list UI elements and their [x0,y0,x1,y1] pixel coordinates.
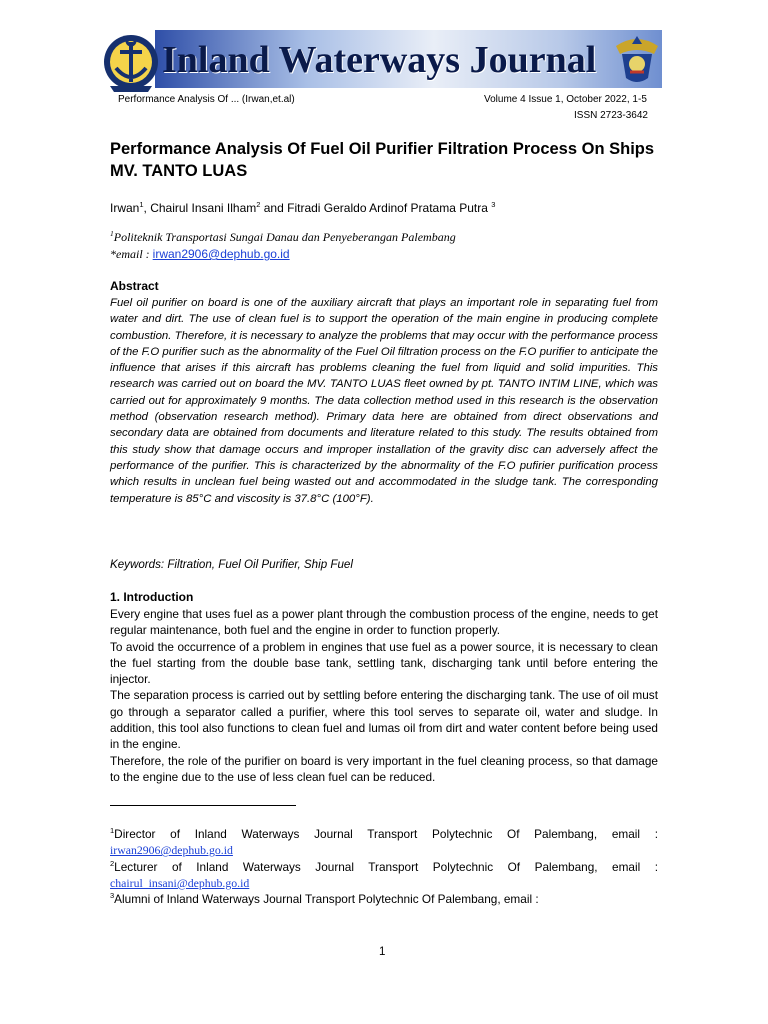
eagle-crest-icon [612,32,662,86]
footnote [110,859,658,892]
author-sup: 1 [139,200,144,209]
issn-value: 2723-3642 [600,110,648,121]
anchor-emblem-icon [100,28,162,94]
footnote-divider [110,805,296,806]
paper-title: Performance Analysis Of Fuel Oil Purifier Filtration Process On Ships MV. TANTO LUAS [110,140,655,180]
footnote-text: Alumni of Inland Waterways Journal Transport Polytechnic Of Palembang, email : [114,892,539,907]
issn [574,110,648,121]
paragraph: Therefore, the role of the purifier on board is very important in the fuel cleaning process, so that damage to the engine due to the use of less clean fuel can be reduced. [110,753,658,784]
affiliation-text: Politeknik Transportasi Sungai Danau dan Penyeberangan Palembang [113,230,456,244]
author-name: Irwan [110,201,140,215]
banner-title: Inland Waterways Journal [162,39,597,81]
footnote-email-link[interactable]: chairul_insani@dephub.go.id [110,875,250,890]
volume-info: Volume 4 Issue 1, October 2022, 1-5 [484,94,647,105]
affiliation-sup: 1 [110,229,114,238]
author-list [110,201,495,215]
paragraph: The separation process is carried out by settling before entering the discharging tank. The use of oil must go through a separator called a purifier, where this tool serves to separate oil, water and sludge. In addition, this tool also functions to clean fuel and lumas oil from dirt and water content before being used in the engine. [110,688,658,752]
abstract-body: Fuel oil purifier on board is one of the auxiliary aircraft that plays an important role in separating fuel from water and dirt. The use of clean fuel is to support the operation of the main engine in producing complete combustion. Therefore, it is necessary to analyze the problems that may occur with the performance process of the F.O purifier such as the abnormality of the Fuel Oil filtration process on the F.O purifier to anticipate the influence that arises if this aircraft has problems cleaning the fuel from liquid and solid impurities. This research was carried out on board the MV. TANTO LUAS fleet owned by pt. TANTO INTIM LINE, which was carried out for approximately 9 months. The data collection method used in this research is the observation method (observation research method). Primary data here are obtained from direct observations and secondary data are obtained from documents and literature related to this study. The results obtained from this study show that damage occurs and improper installation of the gravity disc can adversely affect the performance of the purifier. This is characterized by the abnormality of the F.O pufirier purification process which results in unclean fuel being wasted out and accommodated in the sludge tank. The corresponding temperature is 85°C and viscosity is 37.8°C (100°F). [110,297,658,505]
corresponding-email [110,247,290,262]
footnote-sup: 3 [110,891,115,901]
author-name: Chairul Insani Ilham [150,201,257,215]
footnote [110,891,658,907]
footnote-sup: 1 [110,826,115,836]
footnote-text: Lecturer of Inland Waterways Journal Transport Polytechnic Of Palembang, email : [114,859,658,874]
introduction-body [110,606,658,785]
paragraph: Every engine that uses fuel as a power plant through the combustion process of the engine, needs to get regular maintenance, both fuel and the engine in order to function properly. [110,607,658,638]
section-heading-introduction: 1. Introduction [110,590,194,604]
author-sep: and [260,201,288,215]
author-name: Fitradi Geraldo Ardinof Pratama Putra [287,201,492,215]
page-number: 1 [379,946,386,958]
paragraph: To avoid the occurrence of a problem in engines that use fuel as a power source, it is necessary to clean the fuel starting from the double base tank, settling tank, discharging tank until before entering the injector. [110,639,658,687]
author-sep: , [143,201,151,215]
footnote-sup: 2 [110,858,115,868]
footnote-email-link[interactable]: irwan2906@dephub.go.id [110,843,233,858]
abstract-heading: Abstract [110,279,159,293]
journal-banner [100,30,662,90]
running-head: Performance Analysis Of ... (Irwan,et.al) [118,94,295,105]
author-sup: 2 [256,200,261,209]
issn-label: ISSN [574,110,598,121]
author-sup: 3 [491,200,496,209]
footnotes [110,826,658,907]
email-link[interactable]: irwan2906@dephub.go.id [152,247,290,261]
affiliation [110,230,456,245]
footnote-text: Director of Inland Waterways Journal Transport Polytechnic Of Palembang, email : [114,827,658,841]
footnote [110,826,658,859]
keywords: Keywords: Filtration, Fuel Oil Purifier, Ship Fuel [110,558,353,571]
email-label: *email : [110,247,153,261]
